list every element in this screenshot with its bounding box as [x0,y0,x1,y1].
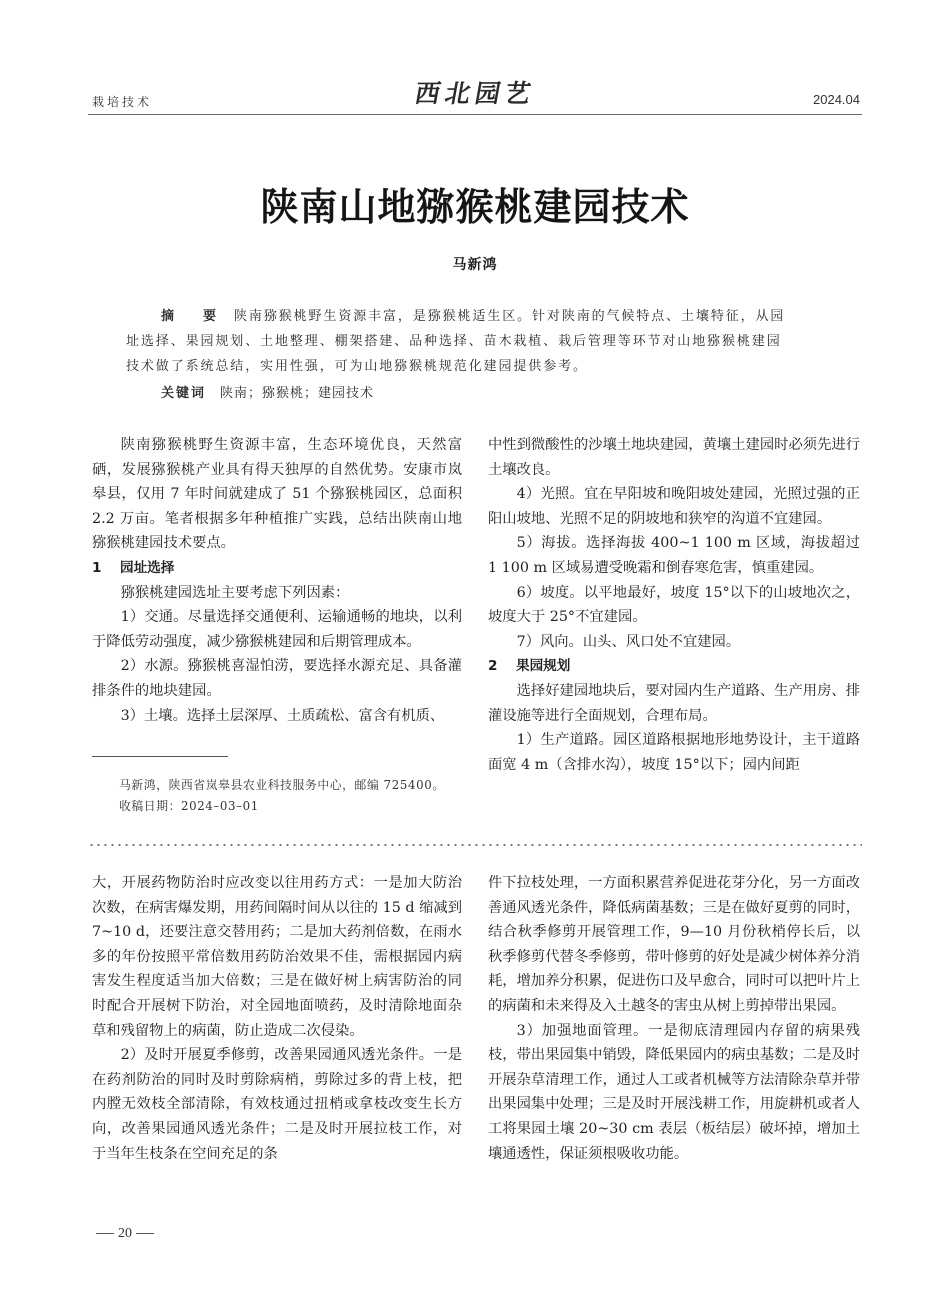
paragraph: 2）及时开展夏季修剪，改善果园通风透光条件。一是在药剂防治的同时及时剪除病梢，剪除过多的背上枝，把内膛无效枝全部清除，有效枝通过扭梢或拿枝改变生长方向，改善果园通风透光条件；二是及时开展拉枝工作，对于当年生枝条在空间充足的条 [92,1047,462,1162]
page-number: 20 [92,1226,158,1242]
abstract-line-2: 址选择、果园规划、土地整理、棚架搭建、品种选择、苗木栽植、栽后管理等环节对山地猕猴桃建园 [126,334,782,349]
column-top-right [488,433,860,777]
footnote-author-info: 马新鸿，陕西省岚皋县农业科技服务中心，邮编 725400。 [119,778,445,792]
paragraph: 1）交通。尽量选择交通便利、运输通畅的地块，以利于降低劳动强度，减少猕猴桃建园和后期管理成本。 [92,609,462,650]
header-rule [88,114,862,115]
paragraph: 5）海拔。选择海拔 400~1 100 m 区域，海拔超过 1 100 m 区域易遭受晚霜和倒春寒危害，慎重建园。 [488,535,860,576]
section-heading-2: 2 果园规划 [488,658,571,675]
paragraph: 6）坡度。以平地最好，坡度 15°以下的山坡地次之，坡度大于 25°不宜建园。 [488,584,860,626]
paragraph: 大，开展药物防治时应改变以往用药方式：一是加大防治次数，在病害爆发期，用药间隔时间从以往的 15 d 缩减到 7~10 d，还要注意交替用药；二是加大药剂倍数，在雨水多的年份按照平常倍数用药防治效果不佳，需根据园内病害发生程度适当加大倍数；三是在做好树上病害防治的同时配合开展树下防治，对全园地面喷药，及时清除地面杂草和残留物上的病菌，防止造成二次侵染。 [92,875,462,1039]
section-heading-1: 1 园址选择 [92,559,175,576]
page-number-dash-right [136,1233,154,1234]
paragraph: 件下拉枝处理，一方面积累营养促进花芽分化，另一方面改善通风透光条件，降低病菌基数；三是在做好夏剪的同时，结合秋季修剪开展管理工作，9—10 月份秋梢停长后，以秋季修剪代替冬季修剪，带叶修剪的好处是减少树体养分消耗，增加养分积累，促进伤口及早愈合，同时可以把叶片上的病菌和未来得及入土越冬的害虫从树上剪掉带出果园。 [488,875,860,1014]
paragraph: 1）生产道路。园区道路根据地形地势设计，主干道路面宽 4 m（含排水沟），坡度 15°以下；园内间距 [488,732,860,773]
paragraph: 猕猴桃建园选址主要考虑下列因素： [120,584,350,601]
column-bottom-right [488,871,860,1166]
abstract-line-1: 摘 要 陕南猕猴桃野生资源丰富，是猕猴桃适生区。针对陕南的气候特点、土壤特征，从园 [161,309,786,324]
abstract-label: 摘 要 [161,309,225,324]
paragraph: 2）水源。猕猴桃喜湿怕涝，要选择水源充足、具备灌排条件的地块建园。 [92,658,462,699]
paragraph: 选择好建园地块后，要对园内生产道路、生产用房、排灌设施等进行全面规划，合理布局。 [488,682,860,724]
section-divider [88,844,862,846]
article-author: 马新鸿 [452,257,498,273]
footnote [119,775,445,817]
footnote-rule [92,756,228,757]
paragraph: 3）土壤。选择土层深厚、土质疏松、富含有机质、 [120,707,445,724]
paragraph: 4）光照。宜在早阳坡和晚阳坡处建园，光照过强的正阳山坡地、光照不足的阴坡地和狭窄的沟道不宜建园。 [488,486,860,527]
paragraph: 中性到微酸性的沙壤土地块建园，黄壤土建园时必须先进行土壤改良。 [488,437,860,478]
keywords-text: 陕南；猕猴桃；建园技术 [220,386,375,401]
abstract-line-3: 技术做了系统总结，实用性强，可为山地猕猴桃规范化建园提供参考。 [126,359,588,374]
column-bottom-left [92,871,462,1166]
running-head-issue: 2024.04 [813,92,860,107]
page-number-dash-left [96,1233,114,1234]
journal-logo [408,74,543,106]
paragraph: 3）加强地面管理。一是彻底清理园内存留的病果残枝，带出果园集中销毁，降低果园内的病虫基数；二是及时开展杂草清理工作，通过人工或者机械等方法清除杂草并带出果园集中处理；三是及时开展浅耕工作，用旋耕机或者人工将果园土壤 20~30 cm 表层（板结层）破坏掉，增加土壤通透性，保证须根吸收功能。 [488,1022,860,1162]
journal-logo-text: 西北园艺 [412,79,538,108]
keywords-label: 关键词 [161,386,207,401]
running-head-section: 栽培技术 [92,95,153,109]
column-top-left [92,433,462,728]
keywords [161,382,374,401]
paragraph: 陕南猕猴桃野生资源丰富，生态环境优良，天然富硒，发展猕猴桃产业具有得天独厚的自然优势。安康市岚皋县，仅用 7 年时间就建成了 51 个猕猴桃园区，总面积 2.2 万亩。笔者根据多年种植推广实践，总结出陕南山地猕猴桃建园技术要点。 [92,437,462,552]
footnote-received-date: 收稿日期：2024–03–01 [119,799,259,813]
article-title: 陕南山地猕猴桃建园技术 [260,185,690,229]
paragraph: 7）风向。山头、风口处不宜建园。 [516,633,741,650]
abstract [126,304,826,379]
